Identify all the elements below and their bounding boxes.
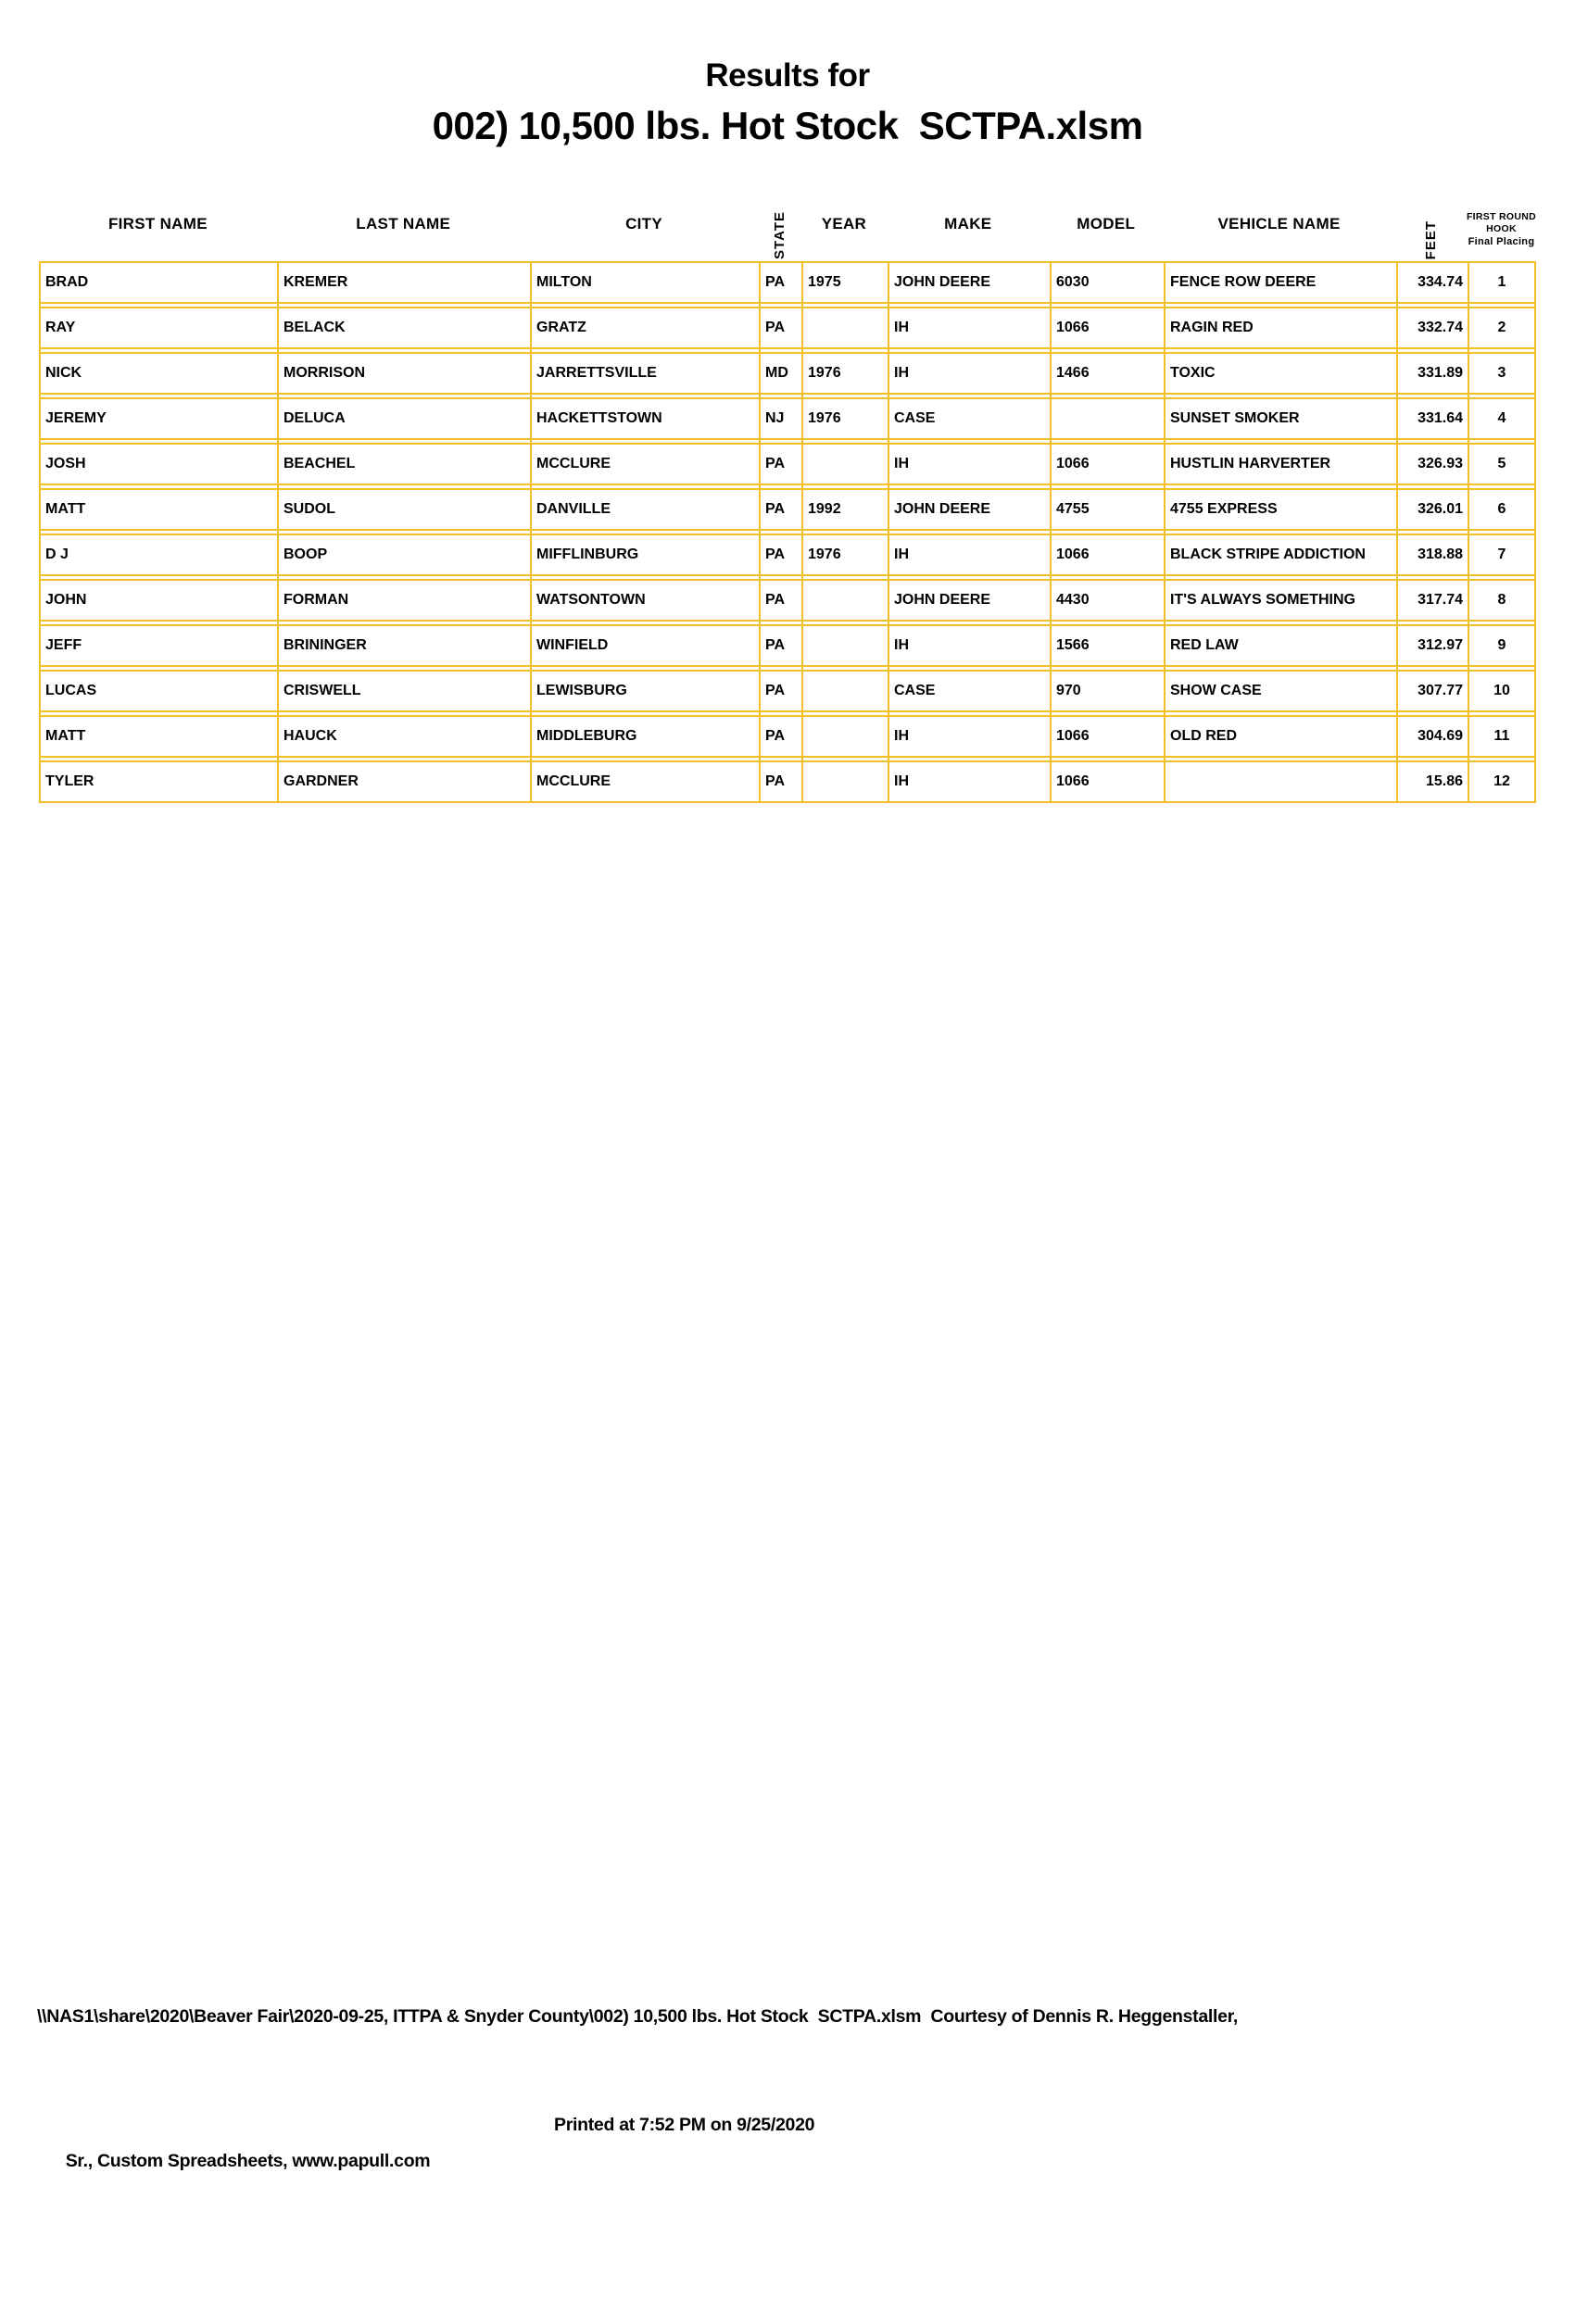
cell-placing: 5 — [1497, 456, 1506, 471]
table-row — [39, 760, 1536, 803]
cell-state: MD — [765, 365, 788, 381]
header-state-label: STATE — [771, 211, 788, 259]
cell-placing: 6 — [1497, 501, 1506, 517]
cell-year: 1976 — [808, 410, 841, 426]
cell-first-name: TYLER — [45, 773, 94, 789]
cell-model: 4755 — [1056, 501, 1090, 517]
cell-state: PA — [765, 274, 786, 290]
cell-state: PA — [765, 592, 786, 608]
cell-year: 1992 — [808, 501, 841, 517]
cell-make: IH — [894, 546, 909, 562]
table-vertical-border — [1164, 261, 1166, 803]
table-row — [39, 352, 1536, 395]
cell-last-name: MORRISON — [284, 365, 365, 381]
header-placing-line1: FIRST ROUND — [1466, 211, 1536, 222]
header-city: CITY — [625, 215, 663, 232]
cell-last-name: BOOP — [284, 546, 328, 562]
cell-feet: 334.74 — [1418, 274, 1463, 290]
cell-state: PA — [765, 728, 786, 744]
cell-placing: 2 — [1497, 320, 1506, 335]
cell-city: MIDDLEBURG — [536, 728, 637, 744]
cell-make: IH — [894, 365, 909, 381]
cell-feet: 307.77 — [1418, 683, 1463, 698]
table-vertical-border — [277, 261, 279, 803]
cell-make: JOHN DEERE — [894, 501, 991, 517]
cell-year: 1975 — [808, 274, 841, 290]
cell-placing: 10 — [1493, 683, 1510, 698]
cell-placing: 12 — [1493, 773, 1510, 789]
cell-city: GRATZ — [536, 320, 586, 335]
cell-first-name: BRAD — [45, 274, 89, 290]
cell-city: MCCLURE — [536, 456, 611, 471]
table-row — [39, 261, 1536, 304]
cell-model: 1066 — [1056, 320, 1090, 335]
table-vertical-border — [801, 261, 803, 803]
cell-last-name: SUDOL — [284, 501, 335, 517]
header-year: YEAR — [821, 215, 867, 232]
table-vertical-border — [39, 261, 41, 803]
cell-model: 1466 — [1056, 365, 1090, 381]
cell-model — [1050, 399, 1164, 438]
footer-path-line: \\NAS1\share\2020\Beaver Fair\2020-09-25, ITTPA & Snyder County\002) 10,500 lbs. Hot Stock SCTPA.xlsm Courtesy of Dennis R. Heggenstaller, — [37, 2006, 1239, 2027]
cell-first-name: D J — [45, 546, 69, 562]
cell-city: WATSONTOWN — [536, 592, 646, 608]
header-placing-line2: HOOK — [1486, 223, 1517, 234]
table-row — [39, 579, 1536, 622]
table-vertical-border — [1468, 261, 1469, 803]
cell-last-name: CRISWELL — [284, 683, 361, 698]
header-placing-line3: Final Placing — [1468, 236, 1535, 247]
results-table — [39, 261, 1536, 803]
cell-vehicle-name: IT'S ALWAYS SOMETHING — [1170, 592, 1355, 608]
cell-model: 1066 — [1056, 546, 1090, 562]
cell-vehicle-name: HUSTLIN HARVERTER — [1170, 456, 1331, 471]
cell-first-name: MATT — [45, 501, 86, 517]
cell-first-name: JOHN — [45, 592, 87, 608]
cell-feet: 304.69 — [1418, 728, 1463, 744]
cell-model: 970 — [1056, 683, 1081, 698]
header-placing — [1467, 182, 1536, 261]
header-model: MODEL — [1077, 215, 1136, 232]
cell-last-name: HAUCK — [284, 728, 337, 744]
cell-vehicle-name: SUNSET SMOKER — [1170, 410, 1300, 426]
cell-make: IH — [894, 456, 909, 471]
cell-feet: 331.64 — [1418, 410, 1463, 426]
cell-vehicle-name: 4755 EXPRESS — [1170, 501, 1278, 517]
footer — [37, 1927, 1547, 2324]
header-first-name: FIRST NAME — [107, 215, 208, 232]
cell-state: PA — [765, 773, 786, 789]
header-state — [758, 182, 800, 261]
cell-placing: 7 — [1497, 546, 1506, 562]
cell-first-name: JEREMY — [45, 410, 107, 426]
cell-first-name: LUCAS — [45, 683, 97, 698]
cell-year — [801, 717, 888, 756]
cell-vehicle-name: OLD RED — [1170, 728, 1237, 744]
cell-feet: 15.86 — [1425, 773, 1463, 789]
cell-placing: 3 — [1497, 365, 1506, 381]
cell-city: MILTON — [536, 274, 592, 290]
cell-year — [801, 626, 888, 665]
cell-last-name: BEACHEL — [284, 456, 356, 471]
table-rows — [39, 261, 1536, 803]
cell-year — [801, 308, 888, 347]
table-row — [39, 534, 1536, 576]
cell-first-name: RAY — [45, 320, 76, 335]
cell-last-name: BRININGER — [284, 637, 367, 653]
cell-vehicle-name: TOXIC — [1170, 365, 1216, 381]
cell-model: 4430 — [1056, 592, 1090, 608]
cell-last-name: GARDNER — [284, 773, 359, 789]
cell-state: NJ — [765, 410, 785, 426]
header-last-name: LAST NAME — [356, 215, 451, 232]
table-header-row — [39, 182, 1536, 261]
cell-last-name: DELUCA — [284, 410, 346, 426]
header-feet — [1395, 182, 1467, 261]
cell-year: 1976 — [808, 365, 841, 381]
table-row — [39, 307, 1536, 349]
cell-city: LEWISBURG — [536, 683, 627, 698]
footer-credit-line — [37, 2107, 1547, 2252]
cell-make: CASE — [894, 683, 936, 698]
table-row — [39, 670, 1536, 712]
table-row — [39, 715, 1536, 758]
cell-state: PA — [765, 501, 786, 517]
cell-state: PA — [765, 546, 786, 562]
cell-year: 1976 — [808, 546, 841, 562]
cell-last-name: KREMER — [284, 274, 348, 290]
cell-first-name: JEFF — [45, 637, 82, 653]
cell-feet: 318.88 — [1418, 546, 1463, 562]
cell-model: 1066 — [1056, 728, 1090, 744]
header-vehicle-name: VEHICLE NAME — [1217, 215, 1341, 232]
cell-model: 6030 — [1056, 274, 1090, 290]
cell-make: IH — [894, 637, 909, 653]
cell-city: HACKETTSTOWN — [536, 410, 662, 426]
cell-placing: 8 — [1497, 592, 1506, 608]
header-feet-label: FEET — [1422, 220, 1439, 259]
cell-make: IH — [894, 728, 909, 744]
cell-make: CASE — [894, 410, 936, 426]
cell-first-name: MATT — [45, 728, 86, 744]
cell-year — [801, 672, 888, 710]
table-vertical-border — [888, 261, 889, 803]
cell-placing: 9 — [1497, 637, 1506, 653]
cell-first-name: JOSH — [45, 456, 86, 471]
cell-state: PA — [765, 456, 786, 471]
cell-make: JOHN DEERE — [894, 592, 991, 608]
cell-state: PA — [765, 320, 786, 335]
cell-vehicle-name: BLACK STRIPE ADDICTION — [1170, 546, 1366, 562]
cell-model: 1566 — [1056, 637, 1090, 653]
cell-city: MIFFLINBURG — [536, 546, 639, 562]
cell-vehicle-name: FENCE ROW DEERE — [1170, 274, 1317, 290]
cell-feet: 317.74 — [1418, 592, 1463, 608]
cell-last-name: FORMAN — [284, 592, 349, 608]
cell-year — [801, 445, 888, 484]
table-vertical-border — [1050, 261, 1052, 803]
table-vertical-border — [1534, 261, 1536, 803]
cell-city: DANVILLE — [536, 501, 611, 517]
cell-last-name: BELACK — [284, 320, 346, 335]
table-row — [39, 624, 1536, 667]
footer-printed-at: Printed at 7:52 PM on 9/25/2020 — [554, 2115, 815, 2135]
cell-model: 1066 — [1056, 456, 1090, 471]
cell-year — [801, 581, 888, 620]
cell-city: WINFIELD — [536, 637, 609, 653]
report-title: Results for — [705, 57, 870, 94]
cell-year — [801, 762, 888, 801]
table-vertical-border — [1396, 261, 1398, 803]
table-row — [39, 488, 1536, 531]
cell-vehicle-name: RED LAW — [1170, 637, 1239, 653]
cell-state: PA — [765, 637, 786, 653]
cell-vehicle-name — [1164, 762, 1396, 801]
cell-state: PA — [765, 683, 786, 698]
cell-feet: 332.74 — [1418, 320, 1463, 335]
cell-placing: 1 — [1497, 274, 1506, 290]
cell-feet: 312.97 — [1418, 637, 1463, 653]
cell-make: IH — [894, 320, 909, 335]
cell-city: MCCLURE — [536, 773, 611, 789]
cell-feet: 326.01 — [1418, 501, 1463, 517]
cell-feet: 326.93 — [1418, 456, 1463, 471]
header-placing-stack — [1467, 211, 1536, 248]
cell-make: IH — [894, 773, 909, 789]
footer-credit-text: Sr., Custom Spreadsheets, www.papull.com — [65, 2151, 431, 2171]
table-row — [39, 443, 1536, 485]
cell-city: JARRETTSVILLE — [536, 365, 657, 381]
cell-placing: 11 — [1493, 728, 1510, 744]
header-make: MAKE — [944, 215, 992, 232]
cell-make: JOHN DEERE — [894, 274, 991, 290]
table-row — [39, 397, 1536, 440]
table-vertical-border — [530, 261, 532, 803]
cell-placing: 4 — [1497, 410, 1506, 426]
report-subtitle: 002) 10,500 lbs. Hot Stock SCTPA.xlsm — [432, 104, 1143, 147]
cell-first-name: NICK — [45, 365, 82, 381]
cell-vehicle-name: RAGIN RED — [1170, 320, 1254, 335]
cell-vehicle-name: SHOW CASE — [1170, 683, 1262, 698]
cell-feet: 331.89 — [1418, 365, 1463, 381]
table-vertical-border — [759, 261, 761, 803]
cell-model: 1066 — [1056, 773, 1090, 789]
